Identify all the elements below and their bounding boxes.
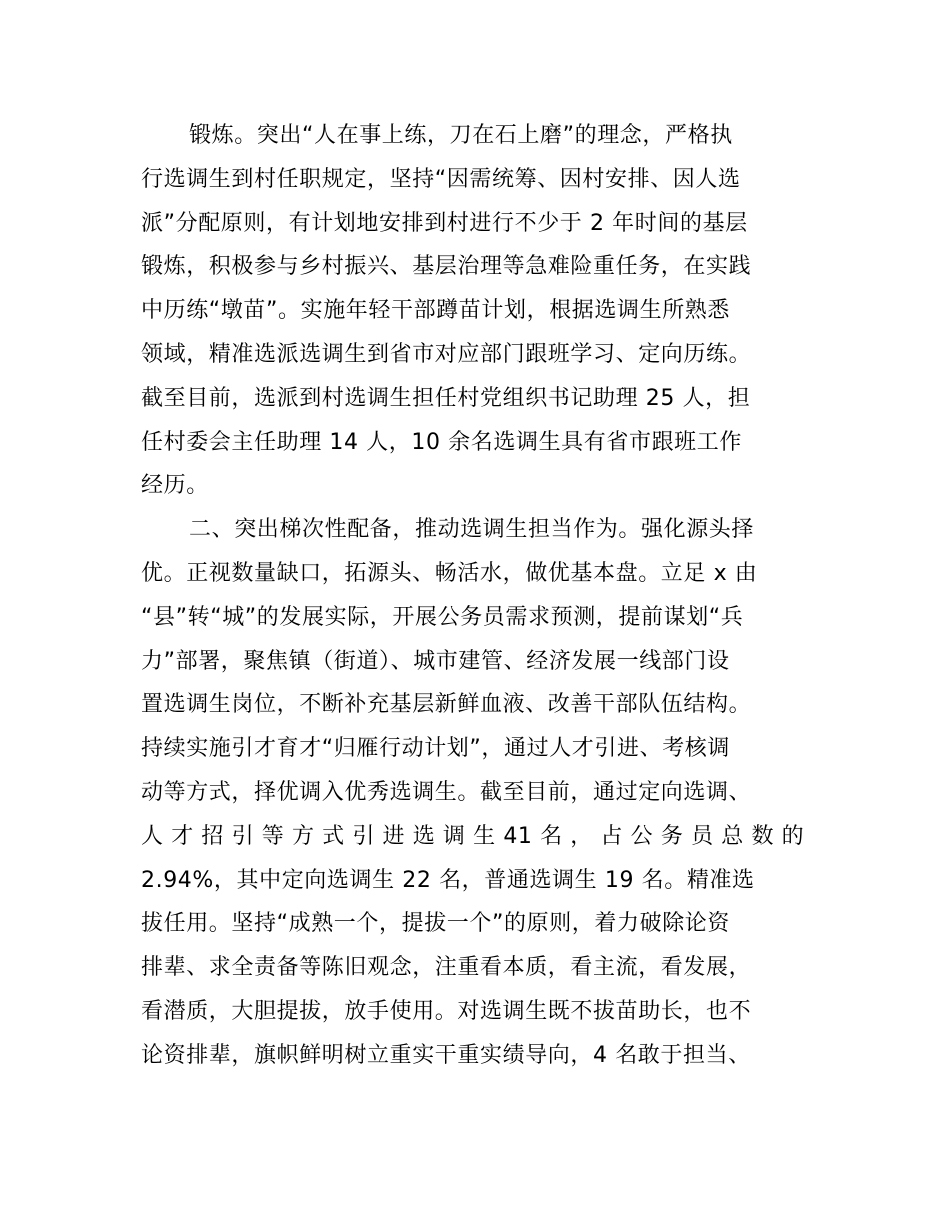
text-line: 行选调生到村任职规定，坚持“因需统筹、因村安排、因人选	[141, 166, 741, 192]
text-line: 领域，精准选派选调生到省市对应部门跟班学习、定向历练。	[141, 341, 752, 367]
text-line: 拔任用。坚持“成熟一个，提拔一个”的原则，着力破除论资	[141, 911, 730, 937]
text-line: 锻炼，积极参与乡村振兴、基层治理等急难险重任务，在实践	[141, 254, 752, 280]
paragraph-1	[141, 114, 813, 508]
text-line: 力”部署，聚焦镇（街道）、城市建管、经济发展一线部门设	[141, 648, 730, 674]
text-line: 任村委会主任助理 14 人，10 余名选调生具有省市跟班工作	[141, 429, 742, 455]
text-line: 派”分配原则，有计划地安排到村进行不少于 2 年时间的基层	[141, 210, 748, 236]
text-line: 优。正视数量缺口，拓源头、畅活水，做优基本盘。立足 x 由	[141, 560, 758, 586]
text-line: 排辈、求全责备等陈旧观念，注重看本质，看主流，看发展，	[141, 955, 752, 981]
text-line: 动等方式，择优调入优秀选调生。截至目前，通过定向选调、	[141, 779, 752, 805]
text-line: 论资排辈，旗帜鲜明树立重实干重实绩导向，4 名敢于担当、	[141, 1042, 751, 1068]
text-line: 二、突出梯次性配备，推动选调生担当作为。强化源头择	[189, 517, 755, 543]
text-line: 人 才 招 引 等 方 式 引 进 选 调 生 41 名 ， 占 公 务 员 总 数 的	[141, 823, 805, 849]
text-line: 截至目前，选派到村选调生担任村党组织书记助理 25 人，担	[141, 385, 751, 411]
text-line: 经历。	[141, 473, 209, 499]
text-line: 2.94%，其中定向选调生 22 名，普通选调生 19 名。精准选	[141, 867, 755, 893]
paragraph-2	[141, 508, 813, 1077]
text-line: 锻炼。突出“人在事上练，刀在石上磨”的理念，严格执	[189, 123, 733, 148]
text-line: 持续实施引才育才“归雁行动计划”，通过人才引进、考核调	[141, 736, 730, 762]
text-line: 看潜质，大胆提拔，放手使用。对选调生既不拔苗助长，也不	[141, 998, 752, 1024]
text-line: 中历练“墩苗”。实施年轻干部蹲苗计划，根据选调生所熟悉	[141, 298, 730, 324]
text-line: “县”转“城”的发展实际，开展公务员需求预测，提前谋划“兵	[141, 604, 744, 630]
document-body	[141, 114, 813, 1078]
text-line: 置选调生岗位，不断补充基层新鲜血液、改善干部队伍结构。	[141, 692, 752, 718]
